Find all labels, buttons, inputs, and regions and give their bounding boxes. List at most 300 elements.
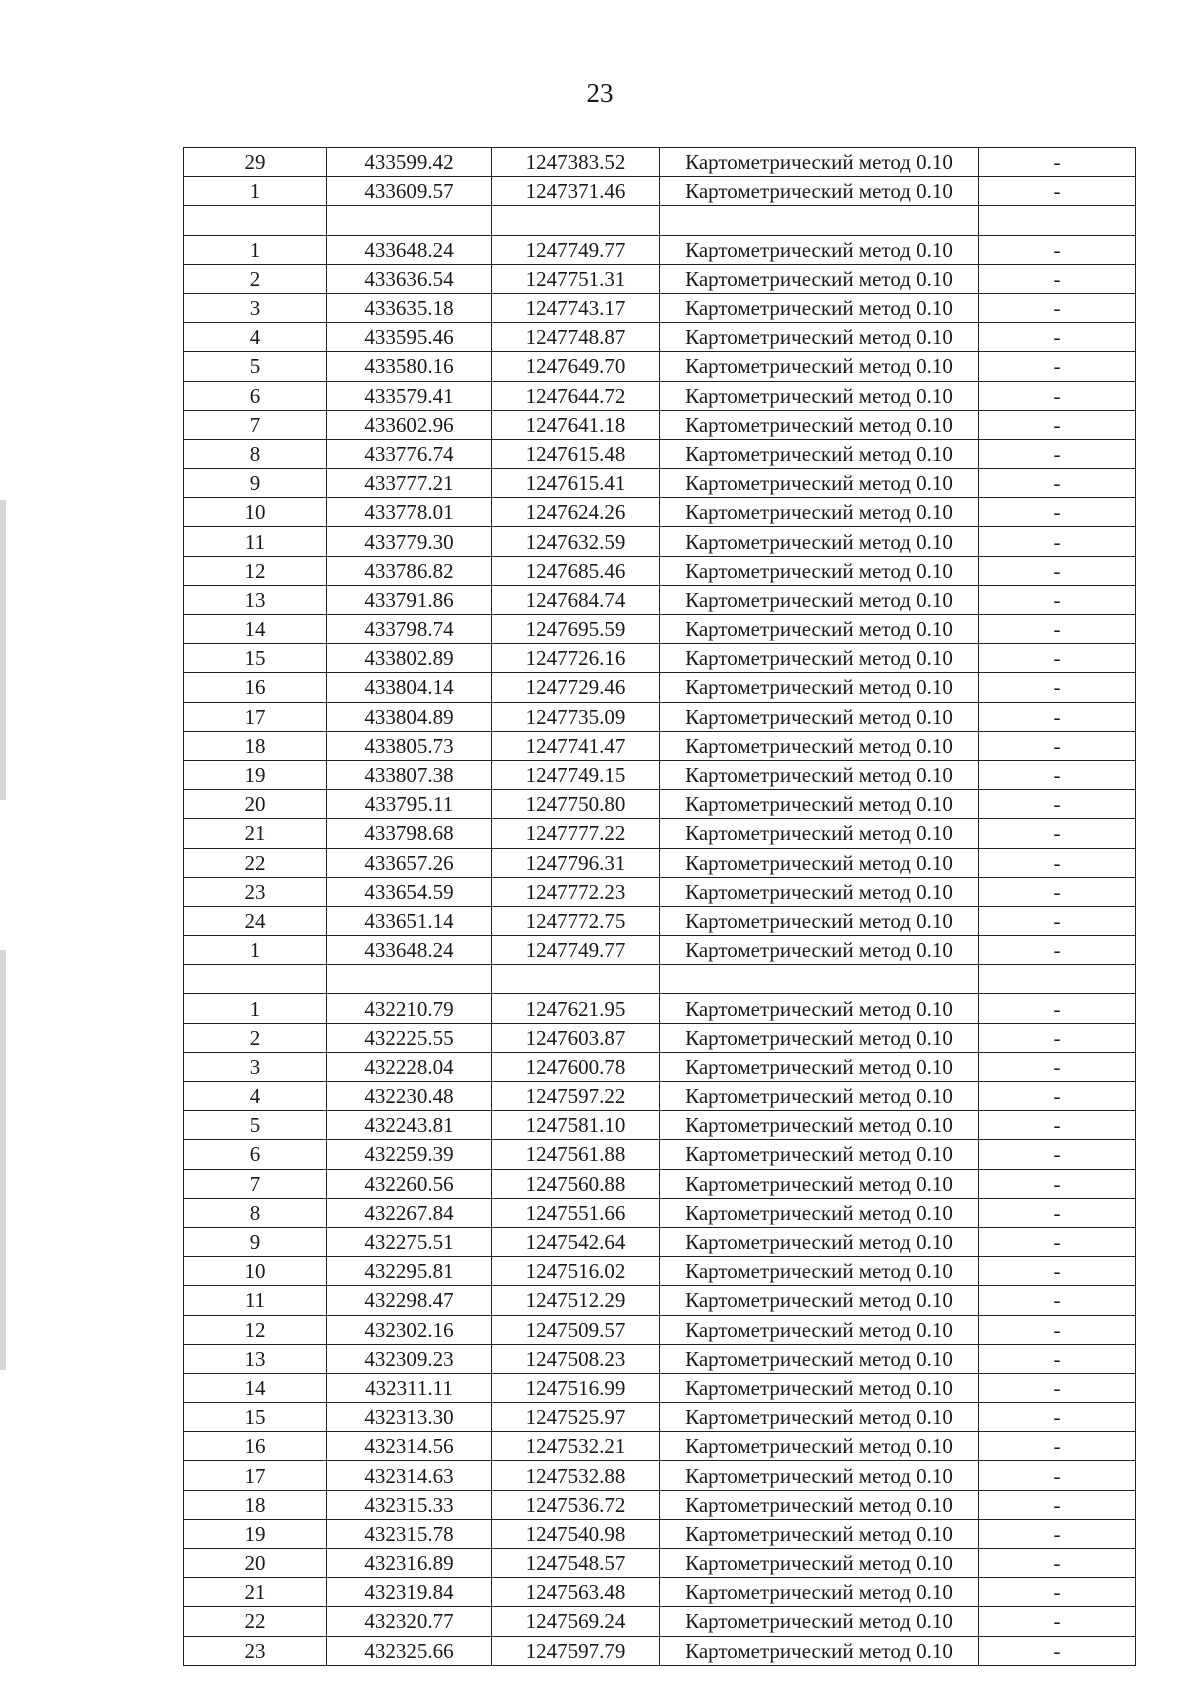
y-coordinate-cell: 1247615.41 (492, 469, 660, 498)
x-coordinate-cell: 432259.39 (327, 1140, 492, 1169)
empty-cell (327, 206, 492, 235)
table-row (184, 177, 1136, 206)
y-coordinate-cell: 1247735.09 (492, 702, 660, 731)
method-accuracy-cell: Картометрический метод 0.10 (660, 1432, 979, 1461)
point-number-cell: 1 (184, 994, 327, 1023)
point-number-cell: 17 (184, 702, 327, 731)
note-cell: - (979, 1257, 1136, 1286)
method-accuracy-cell: Картометрический метод 0.10 (660, 1023, 979, 1052)
table-row (184, 1169, 1136, 1198)
x-coordinate-cell: 433579.41 (327, 381, 492, 410)
note-cell: - (979, 1052, 1136, 1081)
method-accuracy-cell: Картометрический метод 0.10 (660, 790, 979, 819)
x-coordinate-cell: 432302.16 (327, 1315, 492, 1344)
y-coordinate-cell: 1247560.88 (492, 1169, 660, 1198)
x-coordinate-cell: 432228.04 (327, 1052, 492, 1081)
method-accuracy-cell: Картометрический метод 0.10 (660, 293, 979, 322)
x-coordinate-cell: 432325.66 (327, 1636, 492, 1665)
note-cell: - (979, 877, 1136, 906)
table-row (184, 1286, 1136, 1315)
empty-cell (492, 206, 660, 235)
note-cell: - (979, 1432, 1136, 1461)
method-accuracy-cell: Картометрический метод 0.10 (660, 439, 979, 468)
note-cell: - (979, 731, 1136, 760)
point-number-cell: 13 (184, 1344, 327, 1373)
page-number: 23 (586, 78, 614, 108)
x-coordinate-cell: 432267.84 (327, 1198, 492, 1227)
point-number-cell: 14 (184, 1373, 327, 1402)
method-accuracy-cell: Картометрический метод 0.10 (660, 410, 979, 439)
y-coordinate-cell: 1247551.66 (492, 1198, 660, 1227)
x-coordinate-cell: 432314.56 (327, 1432, 492, 1461)
table-row (184, 148, 1136, 177)
note-cell: - (979, 323, 1136, 352)
y-coordinate-cell: 1247597.22 (492, 1082, 660, 1111)
point-number-cell: 6 (184, 381, 327, 410)
y-coordinate-cell: 1247569.24 (492, 1607, 660, 1636)
scan-edge-mark (0, 950, 6, 1370)
table-row (184, 848, 1136, 877)
x-coordinate-cell: 433599.42 (327, 148, 492, 177)
point-number-cell: 11 (184, 527, 327, 556)
method-accuracy-cell: Картометрический метод 0.10 (660, 1461, 979, 1490)
point-number-cell: 1 (184, 235, 327, 264)
note-cell: - (979, 1344, 1136, 1373)
x-coordinate-cell: 433648.24 (327, 936, 492, 965)
note-cell: - (979, 148, 1136, 177)
point-number-cell: 15 (184, 644, 327, 673)
y-coordinate-cell: 1247548.57 (492, 1549, 660, 1578)
method-accuracy-cell: Картометрический метод 0.10 (660, 1344, 979, 1373)
point-number-cell: 16 (184, 1432, 327, 1461)
table-row (184, 1198, 1136, 1227)
method-accuracy-cell: Картометрический метод 0.10 (660, 1198, 979, 1227)
y-coordinate-cell: 1247749.15 (492, 760, 660, 789)
y-coordinate-cell: 1247563.48 (492, 1578, 660, 1607)
note-cell: - (979, 1490, 1136, 1519)
x-coordinate-cell: 432225.55 (327, 1023, 492, 1052)
x-coordinate-cell: 433777.21 (327, 469, 492, 498)
note-cell: - (979, 469, 1136, 498)
y-coordinate-cell: 1247684.74 (492, 585, 660, 614)
table-row (184, 1082, 1136, 1111)
group-separator-row (184, 965, 1136, 994)
note-cell: - (979, 352, 1136, 381)
table-row (184, 731, 1136, 760)
table-row (184, 293, 1136, 322)
table-row (184, 1636, 1136, 1665)
empty-cell (184, 965, 327, 994)
note-cell: - (979, 790, 1136, 819)
point-number-cell: 8 (184, 439, 327, 468)
y-coordinate-cell: 1247772.23 (492, 877, 660, 906)
method-accuracy-cell: Картометрический метод 0.10 (660, 848, 979, 877)
method-accuracy-cell: Картометрический метод 0.10 (660, 994, 979, 1023)
y-coordinate-cell: 1247777.22 (492, 819, 660, 848)
point-number-cell: 20 (184, 790, 327, 819)
point-number-cell: 16 (184, 673, 327, 702)
note-cell: - (979, 585, 1136, 614)
point-number-cell: 1 (184, 177, 327, 206)
y-coordinate-cell: 1247600.78 (492, 1052, 660, 1081)
empty-cell (492, 965, 660, 994)
point-number-cell: 13 (184, 585, 327, 614)
x-coordinate-cell: 433635.18 (327, 293, 492, 322)
x-coordinate-cell: 432313.30 (327, 1403, 492, 1432)
note-cell: - (979, 760, 1136, 789)
x-coordinate-cell: 432320.77 (327, 1607, 492, 1636)
y-coordinate-cell: 1247603.87 (492, 1023, 660, 1052)
method-accuracy-cell: Картометрический метод 0.10 (660, 702, 979, 731)
note-cell: - (979, 1607, 1136, 1636)
point-number-cell: 20 (184, 1549, 327, 1578)
table-row (184, 1607, 1136, 1636)
method-accuracy-cell: Картометрический метод 0.10 (660, 1403, 979, 1432)
x-coordinate-cell: 433795.11 (327, 790, 492, 819)
table-row (184, 585, 1136, 614)
note-cell: - (979, 906, 1136, 935)
x-coordinate-cell: 432315.78 (327, 1519, 492, 1548)
y-coordinate-cell: 1247516.99 (492, 1373, 660, 1402)
scan-edge-mark (0, 500, 6, 800)
method-accuracy-cell: Картометрический метод 0.10 (660, 352, 979, 381)
x-coordinate-cell: 433804.14 (327, 673, 492, 702)
method-accuracy-cell: Картометрический метод 0.10 (660, 1111, 979, 1140)
note-cell: - (979, 177, 1136, 206)
note-cell: - (979, 819, 1136, 848)
table-row (184, 410, 1136, 439)
table-row (184, 1373, 1136, 1402)
x-coordinate-cell: 433807.38 (327, 760, 492, 789)
method-accuracy-cell: Картометрический метод 0.10 (660, 1578, 979, 1607)
coordinates-table-body (184, 148, 1136, 1666)
y-coordinate-cell: 1247561.88 (492, 1140, 660, 1169)
y-coordinate-cell: 1247508.23 (492, 1344, 660, 1373)
note-cell: - (979, 1403, 1136, 1432)
point-number-cell: 23 (184, 1636, 327, 1665)
note-cell: - (979, 1111, 1136, 1140)
point-number-cell: 12 (184, 1315, 327, 1344)
y-coordinate-cell: 1247516.02 (492, 1257, 660, 1286)
note-cell: - (979, 1549, 1136, 1578)
table-row (184, 1315, 1136, 1344)
y-coordinate-cell: 1247751.31 (492, 264, 660, 293)
note-cell: - (979, 293, 1136, 322)
point-number-cell: 4 (184, 323, 327, 352)
point-number-cell: 10 (184, 498, 327, 527)
method-accuracy-cell: Картометрический метод 0.10 (660, 1052, 979, 1081)
note-cell: - (979, 1578, 1136, 1607)
y-coordinate-cell: 1247695.59 (492, 615, 660, 644)
empty-cell (979, 965, 1136, 994)
note-cell: - (979, 556, 1136, 585)
note-cell: - (979, 410, 1136, 439)
method-accuracy-cell: Картометрический метод 0.10 (660, 731, 979, 760)
y-coordinate-cell: 1247796.31 (492, 848, 660, 877)
x-coordinate-cell: 433595.46 (327, 323, 492, 352)
x-coordinate-cell: 433609.57 (327, 177, 492, 206)
point-number-cell: 11 (184, 1286, 327, 1315)
table-row (184, 790, 1136, 819)
method-accuracy-cell: Картометрический метод 0.10 (660, 1082, 979, 1111)
x-coordinate-cell: 433636.54 (327, 264, 492, 293)
method-accuracy-cell: Картометрический метод 0.10 (660, 1169, 979, 1198)
empty-cell (184, 206, 327, 235)
x-coordinate-cell: 433804.89 (327, 702, 492, 731)
point-number-cell: 3 (184, 293, 327, 322)
table-row (184, 906, 1136, 935)
table-row (184, 1344, 1136, 1373)
table-row (184, 1052, 1136, 1081)
note-cell: - (979, 1169, 1136, 1198)
table-row (184, 235, 1136, 264)
method-accuracy-cell: Картометрический метод 0.10 (660, 1373, 979, 1402)
table-row (184, 439, 1136, 468)
x-coordinate-cell: 433654.59 (327, 877, 492, 906)
method-accuracy-cell: Картометрический метод 0.10 (660, 936, 979, 965)
method-accuracy-cell: Картометрический метод 0.10 (660, 1549, 979, 1578)
y-coordinate-cell: 1247532.21 (492, 1432, 660, 1461)
y-coordinate-cell: 1247749.77 (492, 235, 660, 264)
point-number-cell: 18 (184, 1490, 327, 1519)
note-cell: - (979, 1082, 1136, 1111)
point-number-cell: 2 (184, 264, 327, 293)
x-coordinate-cell: 433791.86 (327, 585, 492, 614)
method-accuracy-cell: Картометрический метод 0.10 (660, 323, 979, 352)
method-accuracy-cell: Картометрический метод 0.10 (660, 498, 979, 527)
y-coordinate-cell: 1247750.80 (492, 790, 660, 819)
point-number-cell: 19 (184, 1519, 327, 1548)
x-coordinate-cell: 433776.74 (327, 439, 492, 468)
y-coordinate-cell: 1247371.46 (492, 177, 660, 206)
empty-cell (660, 965, 979, 994)
x-coordinate-cell: 433805.73 (327, 731, 492, 760)
table-row (184, 615, 1136, 644)
x-coordinate-cell: 433798.74 (327, 615, 492, 644)
point-number-cell: 2 (184, 1023, 327, 1052)
x-coordinate-cell: 433651.14 (327, 906, 492, 935)
note-cell: - (979, 1461, 1136, 1490)
y-coordinate-cell: 1247748.87 (492, 323, 660, 352)
method-accuracy-cell: Картометрический метод 0.10 (660, 1490, 979, 1519)
x-coordinate-cell: 432315.33 (327, 1490, 492, 1519)
y-coordinate-cell: 1247621.95 (492, 994, 660, 1023)
empty-cell (979, 206, 1136, 235)
x-coordinate-cell: 433798.68 (327, 819, 492, 848)
table-row (184, 264, 1136, 293)
table-row (184, 469, 1136, 498)
note-cell: - (979, 498, 1136, 527)
method-accuracy-cell: Картометрический метод 0.10 (660, 644, 979, 673)
table-row (184, 644, 1136, 673)
method-accuracy-cell: Картометрический метод 0.10 (660, 819, 979, 848)
point-number-cell: 8 (184, 1198, 327, 1227)
x-coordinate-cell: 433657.26 (327, 848, 492, 877)
table-row (184, 1549, 1136, 1578)
y-coordinate-cell: 1247726.16 (492, 644, 660, 673)
y-coordinate-cell: 1247615.48 (492, 439, 660, 468)
y-coordinate-cell: 1247525.97 (492, 1403, 660, 1432)
note-cell: - (979, 235, 1136, 264)
note-cell: - (979, 1315, 1136, 1344)
method-accuracy-cell: Картометрический метод 0.10 (660, 906, 979, 935)
method-accuracy-cell: Картометрический метод 0.10 (660, 1227, 979, 1256)
method-accuracy-cell: Картометрический метод 0.10 (660, 673, 979, 702)
y-coordinate-cell: 1247383.52 (492, 148, 660, 177)
x-coordinate-cell: 432260.56 (327, 1169, 492, 1198)
note-cell: - (979, 527, 1136, 556)
y-coordinate-cell: 1247741.47 (492, 731, 660, 760)
note-cell: - (979, 264, 1136, 293)
x-coordinate-cell: 433602.96 (327, 410, 492, 439)
table-row (184, 1403, 1136, 1432)
x-coordinate-cell: 433580.16 (327, 352, 492, 381)
method-accuracy-cell: Картометрический метод 0.10 (660, 148, 979, 177)
x-coordinate-cell: 432316.89 (327, 1549, 492, 1578)
y-coordinate-cell: 1247540.98 (492, 1519, 660, 1548)
x-coordinate-cell: 433786.82 (327, 556, 492, 585)
note-cell: - (979, 673, 1136, 702)
table-row (184, 556, 1136, 585)
table-row (184, 1578, 1136, 1607)
table-row (184, 936, 1136, 965)
y-coordinate-cell: 1247743.17 (492, 293, 660, 322)
point-number-cell: 24 (184, 906, 327, 935)
point-number-cell: 12 (184, 556, 327, 585)
method-accuracy-cell: Картометрический метод 0.10 (660, 877, 979, 906)
y-coordinate-cell: 1247685.46 (492, 556, 660, 585)
note-cell: - (979, 381, 1136, 410)
note-cell: - (979, 644, 1136, 673)
table-row (184, 994, 1136, 1023)
y-coordinate-cell: 1247632.59 (492, 527, 660, 556)
point-number-cell: 9 (184, 469, 327, 498)
table-row (184, 1490, 1136, 1519)
note-cell: - (979, 1373, 1136, 1402)
point-number-cell: 22 (184, 1607, 327, 1636)
table-row (184, 702, 1136, 731)
method-accuracy-cell: Картометрический метод 0.10 (660, 760, 979, 789)
y-coordinate-cell: 1247641.18 (492, 410, 660, 439)
method-accuracy-cell: Картометрический метод 0.10 (660, 1140, 979, 1169)
y-coordinate-cell: 1247597.79 (492, 1636, 660, 1665)
point-number-cell: 7 (184, 1169, 327, 1198)
method-accuracy-cell: Картометрический метод 0.10 (660, 235, 979, 264)
method-accuracy-cell: Картометрический метод 0.10 (660, 469, 979, 498)
point-number-cell: 19 (184, 760, 327, 789)
note-cell: - (979, 1198, 1136, 1227)
note-cell: - (979, 848, 1136, 877)
table-row (184, 673, 1136, 702)
table-row (184, 1023, 1136, 1052)
y-coordinate-cell: 1247536.72 (492, 1490, 660, 1519)
x-coordinate-cell: 432243.81 (327, 1111, 492, 1140)
note-cell: - (979, 1023, 1136, 1052)
y-coordinate-cell: 1247644.72 (492, 381, 660, 410)
y-coordinate-cell: 1247729.46 (492, 673, 660, 702)
table-row (184, 1519, 1136, 1548)
x-coordinate-cell: 432314.63 (327, 1461, 492, 1490)
point-number-cell: 29 (184, 148, 327, 177)
note-cell: - (979, 439, 1136, 468)
point-number-cell: 7 (184, 410, 327, 439)
point-number-cell: 9 (184, 1227, 327, 1256)
y-coordinate-cell: 1247512.29 (492, 1286, 660, 1315)
method-accuracy-cell: Картометрический метод 0.10 (660, 177, 979, 206)
note-cell: - (979, 615, 1136, 644)
empty-cell (327, 965, 492, 994)
y-coordinate-cell: 1247772.75 (492, 906, 660, 935)
table-row (184, 1432, 1136, 1461)
point-number-cell: 1 (184, 936, 327, 965)
point-number-cell: 3 (184, 1052, 327, 1081)
method-accuracy-cell: Картометрический метод 0.10 (660, 1519, 979, 1548)
table-row (184, 352, 1136, 381)
x-coordinate-cell: 432230.48 (327, 1082, 492, 1111)
table-row (184, 323, 1136, 352)
table-row (184, 1227, 1136, 1256)
x-coordinate-cell: 432311.11 (327, 1373, 492, 1402)
x-coordinate-cell: 432210.79 (327, 994, 492, 1023)
method-accuracy-cell: Картометрический метод 0.10 (660, 264, 979, 293)
x-coordinate-cell: 432319.84 (327, 1578, 492, 1607)
method-accuracy-cell: Картометрический метод 0.10 (660, 527, 979, 556)
x-coordinate-cell: 432309.23 (327, 1344, 492, 1373)
x-coordinate-cell: 433778.01 (327, 498, 492, 527)
point-number-cell: 14 (184, 615, 327, 644)
table-row (184, 877, 1136, 906)
table-row (184, 527, 1136, 556)
table-row (184, 1461, 1136, 1490)
table-row (184, 1257, 1136, 1286)
x-coordinate-cell: 432298.47 (327, 1286, 492, 1315)
point-number-cell: 5 (184, 352, 327, 381)
note-cell: - (979, 994, 1136, 1023)
table-row (184, 1111, 1136, 1140)
note-cell: - (979, 936, 1136, 965)
note-cell: - (979, 1286, 1136, 1315)
y-coordinate-cell: 1247749.77 (492, 936, 660, 965)
table-row (184, 381, 1136, 410)
coordinates-table (183, 147, 1136, 1666)
note-cell: - (979, 1519, 1136, 1548)
table-row (184, 498, 1136, 527)
y-coordinate-cell: 1247509.57 (492, 1315, 660, 1344)
point-number-cell: 22 (184, 848, 327, 877)
point-number-cell: 21 (184, 1578, 327, 1607)
method-accuracy-cell: Картометрический метод 0.10 (660, 556, 979, 585)
x-coordinate-cell: 432275.51 (327, 1227, 492, 1256)
note-cell: - (979, 1227, 1136, 1256)
group-separator-row (184, 206, 1136, 235)
empty-cell (660, 206, 979, 235)
method-accuracy-cell: Картометрический метод 0.10 (660, 1636, 979, 1665)
point-number-cell: 5 (184, 1111, 327, 1140)
point-number-cell: 10 (184, 1257, 327, 1286)
note-cell: - (979, 702, 1136, 731)
point-number-cell: 15 (184, 1403, 327, 1432)
point-number-cell: 4 (184, 1082, 327, 1111)
point-number-cell: 23 (184, 877, 327, 906)
method-accuracy-cell: Картометрический метод 0.10 (660, 1315, 979, 1344)
note-cell: - (979, 1636, 1136, 1665)
x-coordinate-cell: 433648.24 (327, 235, 492, 264)
method-accuracy-cell: Картометрический метод 0.10 (660, 585, 979, 614)
y-coordinate-cell: 1247649.70 (492, 352, 660, 381)
point-number-cell: 6 (184, 1140, 327, 1169)
x-coordinate-cell: 433802.89 (327, 644, 492, 673)
table-row (184, 1140, 1136, 1169)
